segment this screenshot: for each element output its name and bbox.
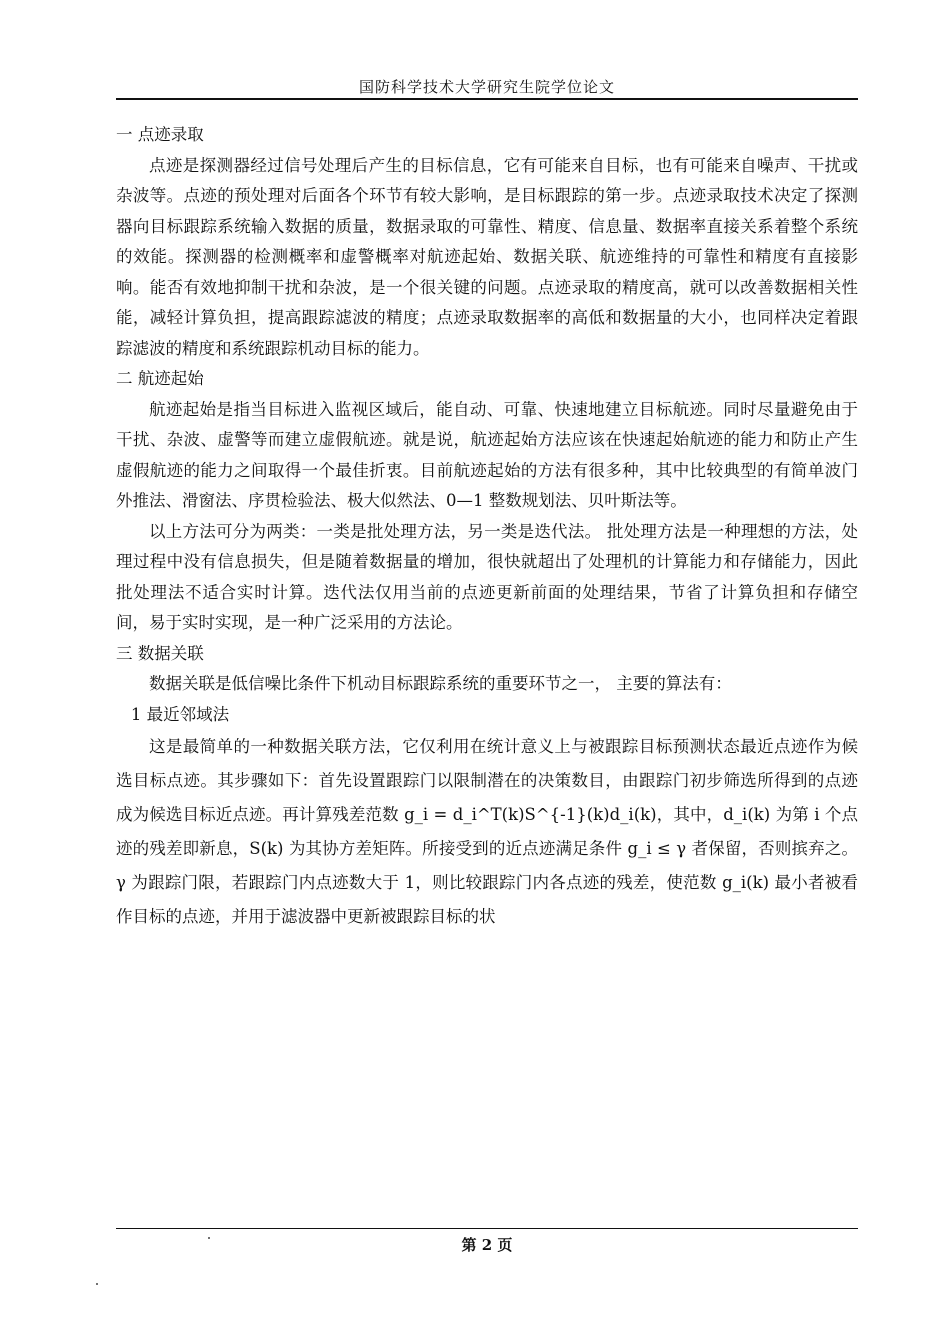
- section-2-paragraph-1: 航迹起始是指当目标进入监视区域后，能自动、可靠、快速地建立目标航迹。同时尽量避免由于干扰、杂波、虚警等而建立虚假航迹。就是说，航迹起始方法应该在快速起始航迹的能力和防止产生虚假航迹的能力之间取得一个最佳折衷。目前航迹起始的方法有很多种，其中比较典型的有简单波门外推法、滑窗法、序贯检验法、极大似然法、0—1 整数规划法、贝叶斯法等。: [116, 399, 858, 510]
- section-heading-2: 二 航迹起始: [116, 369, 204, 388]
- scan-speck: [96, 1283, 98, 1285]
- page-body: [116, 120, 858, 934]
- section-heading-1: 一 点迹录取: [116, 125, 204, 144]
- header-rule: [116, 98, 858, 100]
- subsection-heading-1: 1 最近邻域法: [130, 704, 230, 724]
- page-number: 第 2 页: [461, 1236, 513, 1254]
- page-header: 国防科学技术大学研究生院学位论文: [358, 78, 615, 96]
- section-2-paragraph-2: 以上方法可分为两类：一类是批处理方法，另一类是迭代法。 批处理方法是一种理想的方法，处理过程中没有信息损失，但是随着数据量的增加，很快就超出了处理机的计算能力和存储能力，因此批处理法不适合实时计算。迭代法仅用当前的点迹更新前面的处理结果，节省了计算负担和存储空间，易于实时实现，是一种广泛采用的方法论。: [116, 521, 858, 632]
- subsection-1-paragraph: 这是最简单的一种数据关联方法，它仅利用在统计意义上与被跟踪目标预测状态最近点迹作为候选目标点迹。其步骤如下：首先设置跟踪门以限制潜在的决策数目，由跟踪门初步筛选所得到的点迹成为候选目标近点迹。再计算残差范数 g_i = d_i^T(k)S^{-1}(k)d_i(k)，其中，d_i(k) 为第 i 个点迹的残差即新息，S(k) 为其协方差矩阵。所接受到的近点迹满足条件 g_i ≤ γ 者保留，否则摈弃之。γ 为跟踪门限，若跟踪门内点迹数大于 1，则比较跟踪门内各点迹的残差，使范数 g_i(k) 最小者被看作目标的点迹，并用于滤波器中更新被跟踪目标的状: [116, 737, 858, 926]
- section-3-paragraph-1: 数据关联是低信噪比条件下机动目标跟踪系统的重要环节之一， 主要的算法有：: [149, 674, 732, 693]
- footer-rule: [116, 1228, 858, 1229]
- section-heading-3: 三 数据关联: [116, 643, 204, 663]
- section-1-paragraph-1: 点迹是探测器经过信号处理后产生的目标信息，它有可能来自目标，也有可能来自噪声、干扰或杂波等。点迹的预处理对后面各个环节有较大影响，是目标跟踪的第一步。点迹录取技术决定了探测器向目标跟踪系统输入数据的质量，数据录取的可靠性、精度、信息量、数据率直接关系着整个系统的效能。探测器的检测概率和虚警概率对航迹起始、数据关联、航迹维持的可靠性和精度有直接影响。能否有效地抑制干扰和杂波，是一个很关键的问题。点迹录取的精度高，就可以改善数据相关性能，减轻计算负担，提高跟踪滤波的精度；点迹录取数据率的高低和数据量的大小，也同样决定着跟踪滤波的精度和系统跟踪机动目标的能力。: [116, 155, 858, 358]
- scan-speck: [208, 1237, 210, 1239]
